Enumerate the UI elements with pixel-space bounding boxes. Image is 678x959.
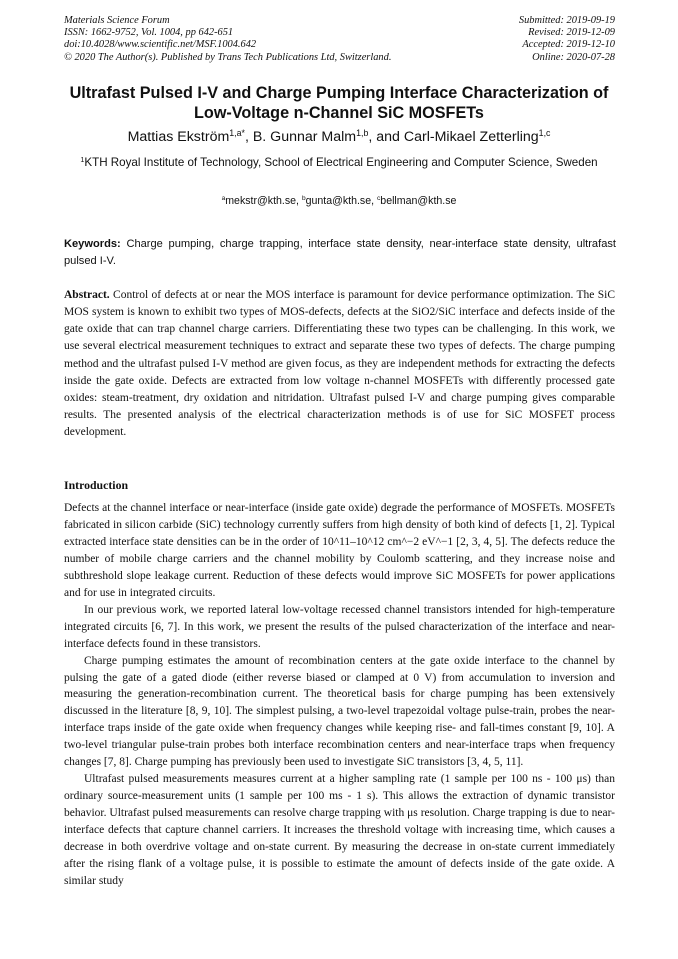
journal-name: Materials Science Forum: [64, 15, 170, 26]
journal-info: [64, 15, 464, 64]
publication-dates: [415, 15, 615, 64]
author-superscript: 1,c: [538, 128, 551, 139]
section-heading-introduction: Introduction: [64, 478, 129, 492]
affiliation: [70, 154, 608, 171]
keywords-text: Charge pumping, charge trapping, interface state density, near-interface state density, ultrafast pulsed I-V.: [64, 238, 616, 267]
introduction-body: [64, 500, 615, 890]
submitted-date: Submitted: 2019-09-19: [518, 15, 615, 26]
doi: doi:10.4028/www.scientific.net/MSF.1004.642: [64, 39, 257, 51]
abstract: [64, 287, 615, 441]
paragraph: Defects at the channel interface or near-interface (inside gate oxide) degrade the performance of MOSFETs. MOSFETs fabricated in silicon carbide (SiC) technology currently suffers from high density of both kind of defects [1, 2]. Typical extracted interface state densities can be in the order of 10^11–10^12 cm^−2 eV^−1 [2, 3, 4, 5]. The defects reduce the number of mobile charge carriers and the channel mobility by Coulomb scattering, and they increase noise and subthreshold slope leakage current. Reduction of these defects would improve SiC MOSFETs for power applications and for use in integrated circuits.: [64, 502, 615, 599]
revised-date: Revised: 2019-12-09: [528, 27, 615, 39]
email-link[interactable]: mekstr@kth.se: [225, 195, 297, 207]
abstract-text: Control of defects at or near the MOS interface is paramount for device performance optimization. The SiC MOS system is known to exhibit two types of MOS-defects, defects at the SiO2/SiC interface and defects inside of the gate oxide that can trap channel charge carriers. Differentiating these two types can be challenging. In this work, we use several electrical measurement techniques to extract and separate these two types of defects. The charge pumping method and the ultrafast pulsed I-V method are given focus, as they are independent methods for extracting the defects inside the gate oxide. Defects are extracted from low voltage n-channel MOSFETs with differently processed gate oxides: steam-treatment, dry oxidation and nitridation. Ultrafast pulsed I-V and charge pumping gives comparable results. The presented analysis of the electrical characterization methods is of use for SiC MOSFET process development.: [64, 289, 616, 439]
affiliation-superscript: 1: [80, 155, 85, 165]
paragraph: Ultrafast pulsed measurements measures current at a higher sampling rate (1 sample per 100 ns - 100 μs) than ordinary source-measurement units (1 sample per 100 ms - 1 s). This allows the extraction of dynamic transistor behavior. Ultrafast pulsed measurements can resolve charge trapping with μs resolution. Charge trapping is due to near-interface defects that capture channel carriers. It increases the threshold voltage with increasing time, which causes a decrease in both overdrive voltage and on-state current. By measuring the decrease in on-state current immediately after the rising flank of a voltage pulse, it is possible to estimate the amount of defects inside of the gate oxide. A similar study: [64, 773, 615, 887]
paper-title: [40, 83, 638, 123]
email-link[interactable]: gunta@kth.se: [305, 195, 372, 207]
author-name: , B. Gunnar Malm: [244, 129, 357, 145]
affiliation-text: KTH Royal Institute of Technology, School of Electrical Engineering and Computer Science, Sweden: [84, 156, 598, 169]
keywords-label: Keywords:: [64, 238, 121, 250]
author-list: [40, 128, 638, 146]
copyright: © 2020 The Author(s). Published by Trans Tech Publications Ltd, Switzerland.: [64, 51, 392, 63]
title-line-1: Ultrafast Pulsed I-V and Charge Pumping Interface Characterization of: [69, 84, 609, 102]
author-name: , and Carl-Mikael Zetterling: [368, 129, 539, 145]
author-name: Mattias Ekström: [127, 129, 230, 145]
title-line-2: Low-Voltage n-Channel SiC MOSFETs: [194, 104, 484, 122]
author-superscript: 1,b: [356, 128, 369, 139]
paragraph: In our previous work, we reported lateral low-voltage recessed channel transistors intended for high-temperature integrated circuits [6, 7]. In this work, we present the results of the pulsed characterization of the interface and near-interface defects found in these transistors.: [64, 603, 615, 650]
paragraph: Charge pumping estimates the amount of recombination centers at the gate oxide interface to the channel by pulsing the gate of a gated diode (either reverse biased or clamped at 0 V) from accumulation to inversion and measuring the generation-recombination current. The theoretical basis for charge pumping has been extensively discussed in the literature [8, 9, 10]. The simplest pulsing, a two-level trapezoidal voltage pulse-train, probes the near-interface traps inside of the gate oxide when frequency changes while keeping rise- and fall-times constant [9, 10]. A two-level triangular pulse-train probes both interface recombination centers and near-interface traps when frequency changes [7, 8]. Charge pumping has previously been used to investigate SiC transistors [3, 4, 5, 11].: [64, 654, 615, 769]
keywords: [64, 236, 616, 270]
email-link[interactable]: bellman@kth.se: [380, 195, 457, 207]
accepted-date: Accepted: 2019-12-10: [522, 39, 615, 51]
online-date: Online: 2020-07-28: [532, 51, 615, 63]
email-list: $^a$mekstr@kth.se, $^b$gunta@kth.se, $^c$bellman@kth.se: [221, 195, 457, 207]
abstract-label: Abstract.: [64, 289, 110, 301]
author-superscript: 1,a*: [229, 128, 245, 139]
issn: ISSN: 1662-9752, Vol. 1004, pp 642-651: [64, 27, 234, 39]
